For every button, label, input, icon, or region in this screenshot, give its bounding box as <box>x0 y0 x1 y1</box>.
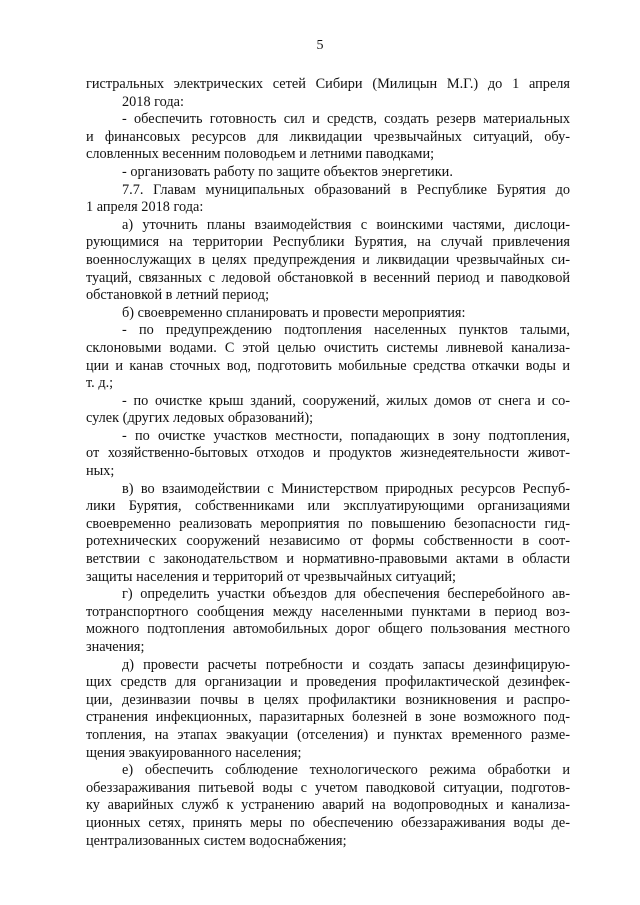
text-line: сулек (других ледовых образований); <box>86 410 314 427</box>
text-line: т. д.; <box>86 375 114 392</box>
text-line: лики Бурятия, собственниками или эксплуатирующими организациями <box>86 498 570 515</box>
text-line: военнослужащих в целях предупреждения и ликвидации чрезвычайных си- <box>86 251 570 268</box>
text-line: защиты населения и территорий от чрезвычайных ситуаций; <box>86 568 456 585</box>
text-line: обстановкой в летний период; <box>86 287 270 304</box>
text-line: ционных сетях, принять меры по обеспечению обеззараживания воды де- <box>86 814 570 831</box>
text-line: б) своевременно спланировать и провести мероприятия: <box>122 304 466 321</box>
text-line: можного подтопления автомобильных дорог общего пользования местного <box>86 621 570 638</box>
text-line: централизованных систем водоснабжения; <box>86 832 347 849</box>
text-line: щих средств для организации и проведения профилактической дезинфек- <box>86 674 570 691</box>
text-line: ротехнических сооружений независимо от формы собственности в соот- <box>86 533 570 550</box>
text-line: словленных весенним половодьем и летними паводками; <box>86 146 435 163</box>
text-line: своевременно реализовать мероприятия по повышению безопасности гид- <box>86 515 570 532</box>
text-line: 2018 года: <box>122 93 185 110</box>
text-line: - по очистке крыш зданий, сооружений, жилых домов от снега и со- <box>122 392 570 409</box>
text-line: и финансовых ресурсов для ликвидации чрезвычайных ситуаций, обу- <box>86 128 570 145</box>
document-body <box>86 76 570 850</box>
text-line: обеззараживания питьевой воды с учетом паводковой ситуации, подготов- <box>86 779 570 796</box>
text-line: странения инфекционных, паразитарных болезней в зоне возможного под- <box>86 709 570 726</box>
text-line: - по очистке участков местности, попадающих в зону подтопления, <box>122 427 570 444</box>
text-line: ции и канав сточных вод, подготовить мобильные средства откачки воды и <box>86 357 570 374</box>
text-line: рующимися на территории Республики Бурятия, на случай привлечения <box>86 234 570 251</box>
text-line: - по предупреждению подтопления населенных пунктов талыми, <box>122 322 570 339</box>
text-line: гистральных электрических сетей Сибири (Милицын М.Г.) до 1 апреля <box>86 76 570 92</box>
text-line: 7.7. Главам муниципальных образований в Республике Бурятия до <box>122 181 570 198</box>
text-line: тотранспортного сообщения между населенными пунктами в период воз- <box>86 603 570 620</box>
text-line: значения; <box>86 639 145 655</box>
text-line: 1 апреля 2018 года: <box>86 199 204 216</box>
page-number: 5 <box>316 38 324 53</box>
text-line: д) провести расчеты потребности и создать запасы дезинфицирую- <box>122 656 570 673</box>
text-line: ции, дезинвазии почвы в целях профилактики возникновения и распро- <box>86 691 570 708</box>
text-line: г) определить участки объездов для обеспечения бесперебойного ав- <box>122 586 570 603</box>
text-line: ветствии с законодательством и нормативно-правовыми актами в области <box>86 551 570 568</box>
text-line: ку аварийных служб к устранению аварий на водопроводных и канализа- <box>86 797 570 814</box>
text-line: от хозяйственно-бытовых отходов и продуктов жизнедеятельности живот- <box>86 445 570 462</box>
text-line: ных; <box>86 463 115 480</box>
text-line: - обеспечить готовность сил и средств, создать резерв материальных <box>122 111 570 128</box>
text-line: - организовать работу по защите объектов энергетики. <box>122 163 453 180</box>
text-line: е) обеспечить соблюдение технологического режима обработки и <box>122 762 570 779</box>
text-line: склоновыми водами. С этой целью очистить системы ливневой канализа- <box>86 339 570 356</box>
text-line: в) во взаимодействии с Министерством природных ресурсов Респуб- <box>122 480 570 497</box>
text-line: а) уточнить планы взаимодействия с воинскими частями, дислоци- <box>122 216 570 233</box>
text-line: топления, на этапах эвакуации (отселения) и пунктах временного разме- <box>86 726 570 743</box>
text-line: туаций, связанных с ледовой обстановкой в весенний период и паводковой <box>86 269 570 286</box>
text-line: щения эвакуированного населения; <box>86 744 302 761</box>
